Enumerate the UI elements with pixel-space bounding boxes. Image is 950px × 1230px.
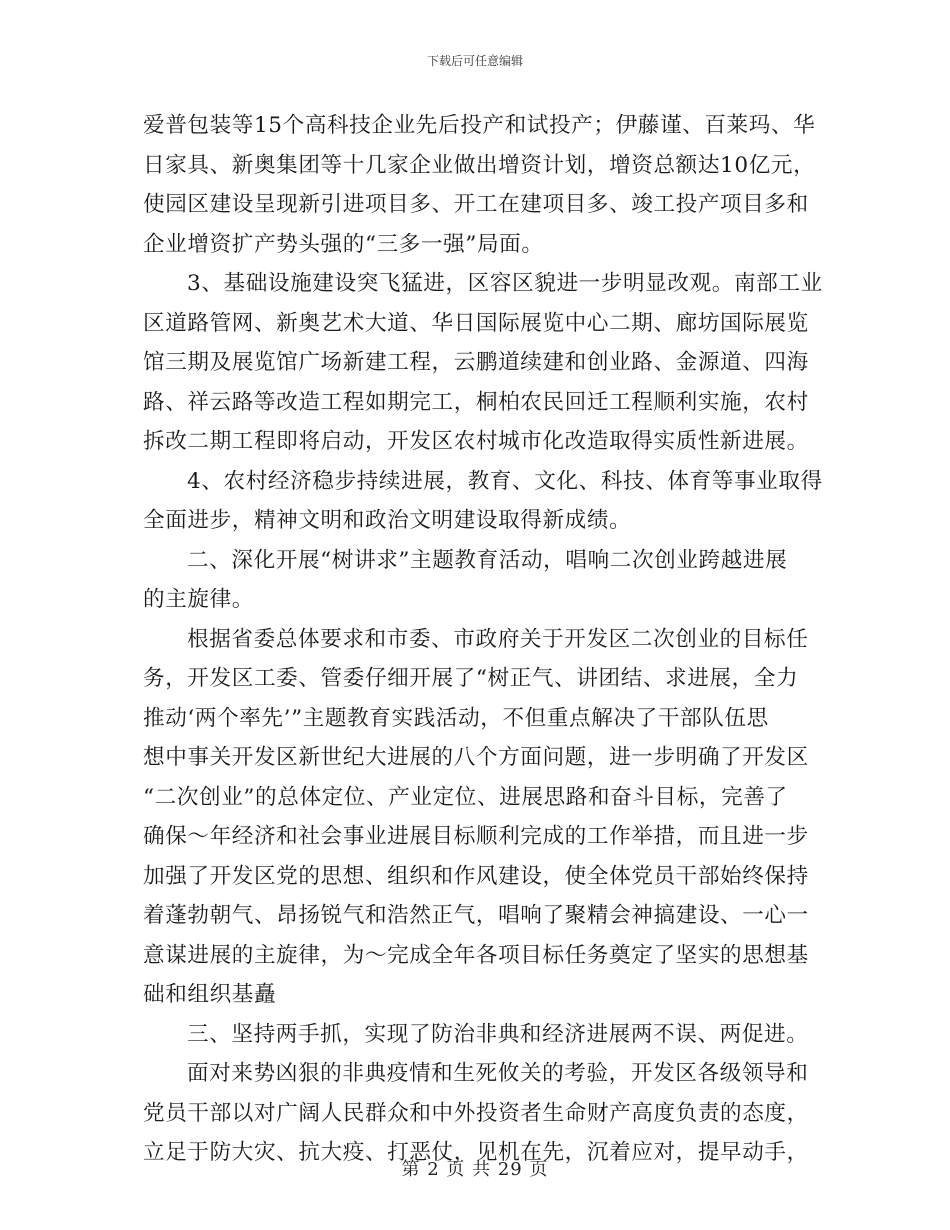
- text-line: 区道路管网、新奥艺术大道、华日国际展览中心二期、廊坊国际展览: [143, 310, 809, 336]
- document-body: [143, 106, 823, 1173]
- text-line: 馆三期及展览馆广场新建工程，云鹏道续建和创业路、金源道、四海: [143, 350, 809, 375]
- text-line: 全面进步，精神文明和政治文明建设取得新成绩。: [143, 508, 632, 533]
- text-line: 加强了开发区党的思想、组织和作风建设，使全体党员干部始终保持: [143, 863, 809, 889]
- text-line: 企业增资扩产势头强的“三多一强”局面。: [143, 231, 544, 257]
- text-line: 面对来势凶狠的非典疫情和生死攸关的考验，开发区各级领导和: [187, 1061, 809, 1086]
- text-line: 路、祥云路等改造工程如期完工，桐柏农民回迁工程顺利实施，农村: [143, 389, 809, 415]
- text-line: 日家具、新奥集团等十几家企业做出增资计划，增资总额达10亿元，: [143, 152, 816, 178]
- text-line: 二、深化开展“树讲求”主题教育活动，唱响二次创业跨越进展: [187, 547, 788, 573]
- text-line: 爱普包装等15个高科技企业先后投产和试投产；伊藤谨、百莱玛、华: [143, 113, 816, 138]
- text-line: 推动‘两个率先’”主题教育实践活动，不但重点解决了干部队伍思: [143, 705, 769, 731]
- text-line: 4、农村经济稳步持续进展，教育、文化、科技、体育等事业取得: [187, 468, 823, 494]
- text-line: 党员干部以对广阔人民群众和中外投资者生命财产高度负责的态度，: [143, 1100, 809, 1126]
- text-line: 的主旋律。: [143, 587, 254, 612]
- text-line: “二次创业”的总体定位、产业定位、进展思路和奋斗目标，完善了: [143, 784, 788, 810]
- text-line: 拆改二期工程即将启动，开发区农村城市化改造取得实质性新进展。: [143, 429, 809, 454]
- text-line: 确保～年经济和社会事业进展目标顺利完成的工作举措，而且进一步: [143, 824, 809, 849]
- text-line: 础和组织基矗: [143, 982, 277, 1007]
- text-line: 根据省委总体要求和市委、市政府关于开发区二次创业的目标任: [187, 626, 809, 652]
- text-line: 三、坚持两手抓，实现了防治非典和经济进展两不误、两促进。: [187, 1021, 809, 1047]
- text-line: 务，开发区工委、管委仔细开展了“树正气、讲团结、求进展，全力: [143, 666, 799, 691]
- text-line: 使园区建设呈现新引进项目多、开工在建项目多、竣工投产项目多和: [143, 192, 809, 217]
- page-number: 第 2 页 共 29 页: [401, 1159, 549, 1180]
- text-line: 3、基础设施建设突飞猛进，区容区貌进一步明显改观。南部工业: [187, 271, 823, 296]
- page-header: 下载后可任意编辑: [426, 54, 523, 68]
- text-line: 想中事关开发区新世纪大进展的八个方面问题，进一步明确了开发区: [143, 745, 809, 770]
- text-line: 意谋进展的主旋律，为～完成全年各项目标任务奠定了坚实的思想基: [143, 942, 809, 968]
- text-line: 着蓬勃朝气、昂扬锐气和浩然正气，唱响了聚精会神搞建设、一心一: [143, 903, 809, 928]
- text-line: 立足于防大灾、抗大疫、打恶仗，见机在先，沉着应对，提早动手，: [143, 1140, 809, 1165]
